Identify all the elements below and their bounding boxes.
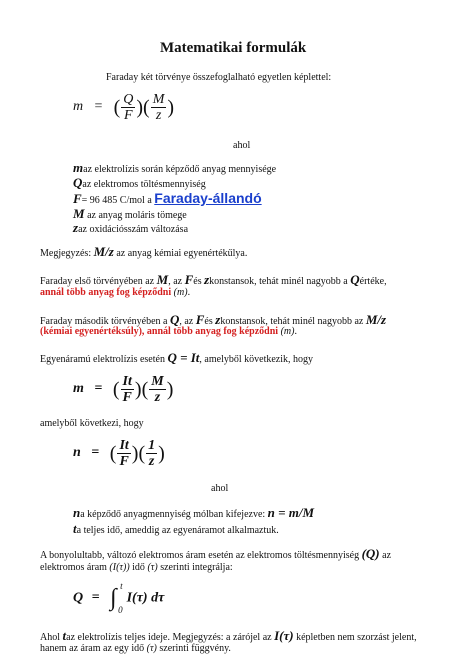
dc-electrolysis-text: Egyenáramú elektrolízis esetén Q = It, amelyből következik, hogy	[40, 350, 314, 365]
law-1-line-2: annál több anyag fog képződni (m).	[40, 287, 191, 298]
intro-text: Faraday két törvénye összefoglalható egyetlen képlettel:	[106, 72, 332, 83]
follows-text: amelyből következi, hogy	[40, 418, 144, 429]
def-m: maz elektrolízis során képződő anyag mennyisége	[73, 160, 277, 175]
complex-line-1: A bonyolultabb, változó elektromos áram esetén az elektromos töltésmennyiség (Q) az	[40, 546, 392, 561]
law-2-line-2: (kémiai egyenértéksúly), annál több anyag fog képződni (m).	[40, 326, 297, 337]
law-2-line-1: Faraday második törvényében a Q, az Fés zkonstansok, tehát minél nagyobb az M/z	[40, 312, 387, 327]
formula-2: m = ( $\frac{It}{F}$ )( $\frac{M}{z}$ )	[73, 374, 174, 406]
formula-1-lhs: m	[73, 99, 84, 115]
def-mm: M az anyag moláris tömege	[73, 206, 187, 221]
faraday-constant-link[interactable]: Faraday-állandó	[154, 190, 262, 206]
footer-line-2: hanem az áram az egy idő (τ) szerinti függvény.	[40, 643, 231, 654]
formula-4: Q = ∫ t 0 I(τ) dτ	[73, 581, 165, 615]
formula-3: n = ( $\frac{It}{F}$ )( $\frac{1}{z}$ )	[73, 438, 165, 470]
def-f: F= 96 485 C/mol a Faraday-állandó	[73, 190, 262, 206]
formula-1-frac-q: $\frac{Q}{F}$	[123, 92, 134, 124]
page-title: Matematikai formulák	[160, 40, 307, 56]
complex-line-2: elektromos áram (I(τ)) idő (τ) szerinti integrálja:	[40, 562, 233, 573]
integral-sign: ∫ t 0	[110, 581, 123, 615]
formula-1-eq: =	[93, 99, 104, 115]
ahol-label-2: ahol	[211, 483, 229, 494]
footer-line-1: Ahol taz elektrolízis teljes ideje. Megjegyzés: a zárójel az I(τ) képletben nem szorzást jelent,	[40, 628, 417, 643]
formula-1: m = ( $\frac{Q}{F}$ )( $\frac{M}{z}$ )	[73, 92, 175, 124]
def-q: Qaz elektromos töltésmennyiség	[73, 175, 206, 190]
def-n: na képződő anyagmennyiség mólban kifejezve: n = m/M	[73, 505, 315, 520]
note-equivalent: Megjegyzés: M/z az anyag kémiai egyenértékűlya.	[40, 244, 248, 259]
formula-1-frac-m: $\frac{M}{z}$	[152, 92, 165, 124]
ahol-label-1: ahol	[233, 140, 251, 151]
law-1-line-1: Faraday első törvényében az M, az Fés zkonstansok, tehát minél nagyobb a Qértéke,	[40, 272, 387, 287]
def-z: zaz oxidációsszám változása	[73, 220, 189, 235]
def-t: ta teljes idő, ameddig az egyenáramot alkalmaztuk.	[73, 521, 279, 536]
